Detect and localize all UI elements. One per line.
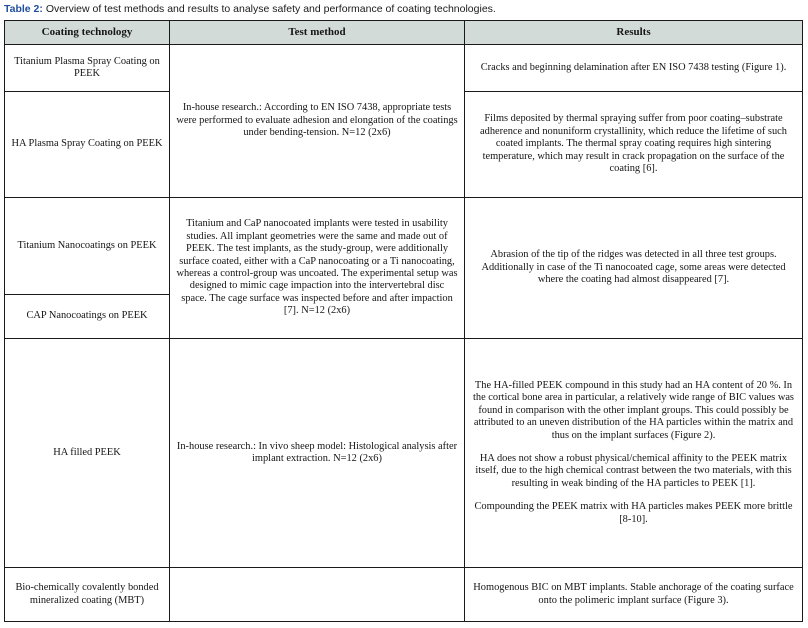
results-paragraph: The HA-filled PEEK compound in this study had an HA content of 20 %. In the cortical bone area in particular, a relatively wide range of BIC values was found in comparison with the other implant groups. This could possibly be attributed to an uneven distribution of the HA particles within the matrix and thus on the implant surfaces (Figure 2). — [473, 379, 794, 441]
cell-results: Homogenous BIC on MBT implants. Stable anchorage of the coating surface onto the polimeric implant surface (Figure 3). — [465, 568, 803, 622]
results-paragraph: Compounding the PEEK matrix with HA particles makes PEEK more brittle [8-10]. — [474, 501, 793, 525]
cell-coating-technology: Titanium Nanocoatings on PEEK — [5, 198, 170, 295]
cell-test-method: In-house research.: According to EN ISO 7438, appropriate tests were performed to evaluate adhesion and elongation of the coatings under bending-tension. N=12 (2x6) — [170, 45, 465, 198]
table-row — [5, 339, 803, 568]
cell-coating-technology: CAP Nanocoatings on PEEK — [5, 295, 170, 339]
column-header-test-method: Test method — [170, 21, 465, 45]
table-body — [5, 45, 803, 622]
caption-text: Overview of test methods and results to analyse safety and performance of coating technologies. — [42, 3, 496, 15]
cell-results: Abrasion of the tip of the ridges was detected in all three test groups. Additionally in case of the Ti nanocoated cage, some areas were detected where the coating had almost disappeared [7]. — [465, 198, 803, 339]
table-header — [5, 21, 803, 45]
cell-test-method: In-house research.: In vivo sheep model: Histological analysis after implant extraction. N=12 (2x6) — [170, 339, 465, 568]
cell-results: Films deposited by thermal spraying suffer from poor coating–substrate adherence and nonuniform crystallinity, which reduce the lifetime of such coated implants. The thermal spray coating requires high sintering temperature, which may result in crack propagation on the surface of the coating [6]. — [465, 92, 803, 198]
table-row — [5, 45, 803, 92]
cell-test-method: Titanium and CaP nanocoated implants were tested in usability studies. All implant geometries were the same and made out of PEEK. The test implants, as the study-group, were additionally surface coated, either with a CaP nanocoating or a Ti nanocoating, whereas a control-group was uncoated. The experimental setup was designed to mimic cage impaction into the intervertebral disc space. The cage surface was inspected before and after impaction [7]. N=12 (2x6) — [170, 198, 465, 339]
cell-results: Cracks and beginning delamination after EN ISO 7438 testing (Figure 1). — [465, 45, 803, 92]
results-paragraph: HA does not show a robust physical/chemical affinity to the PEEK matrix itself, due to the high chemical contrast between the two materials, with this resulting in weak binding of the HA particles to PEEK [1]. — [475, 453, 792, 489]
cell-coating-technology: HA filled PEEK — [5, 339, 170, 568]
coating-technologies-table — [4, 20, 803, 622]
header-row — [5, 21, 803, 45]
cell-coating-technology: HA Plasma Spray Coating on PEEK — [5, 92, 170, 198]
cell-coating-technology: Bio-chemically covalently bonded mineralized coating (MBT) — [5, 568, 170, 622]
cell-results — [465, 339, 803, 568]
table-row — [5, 568, 803, 622]
column-header-results: Results — [465, 21, 803, 45]
caption-label: Table 2: — [4, 3, 43, 15]
table-caption — [0, 0, 808, 20]
cell-coating-technology: Titanium Plasma Spray Coating on PEEK — [5, 45, 170, 92]
cell-test-method — [170, 568, 465, 622]
table-row — [5, 198, 803, 295]
column-header-coating-technology: Coating technology — [5, 21, 170, 45]
